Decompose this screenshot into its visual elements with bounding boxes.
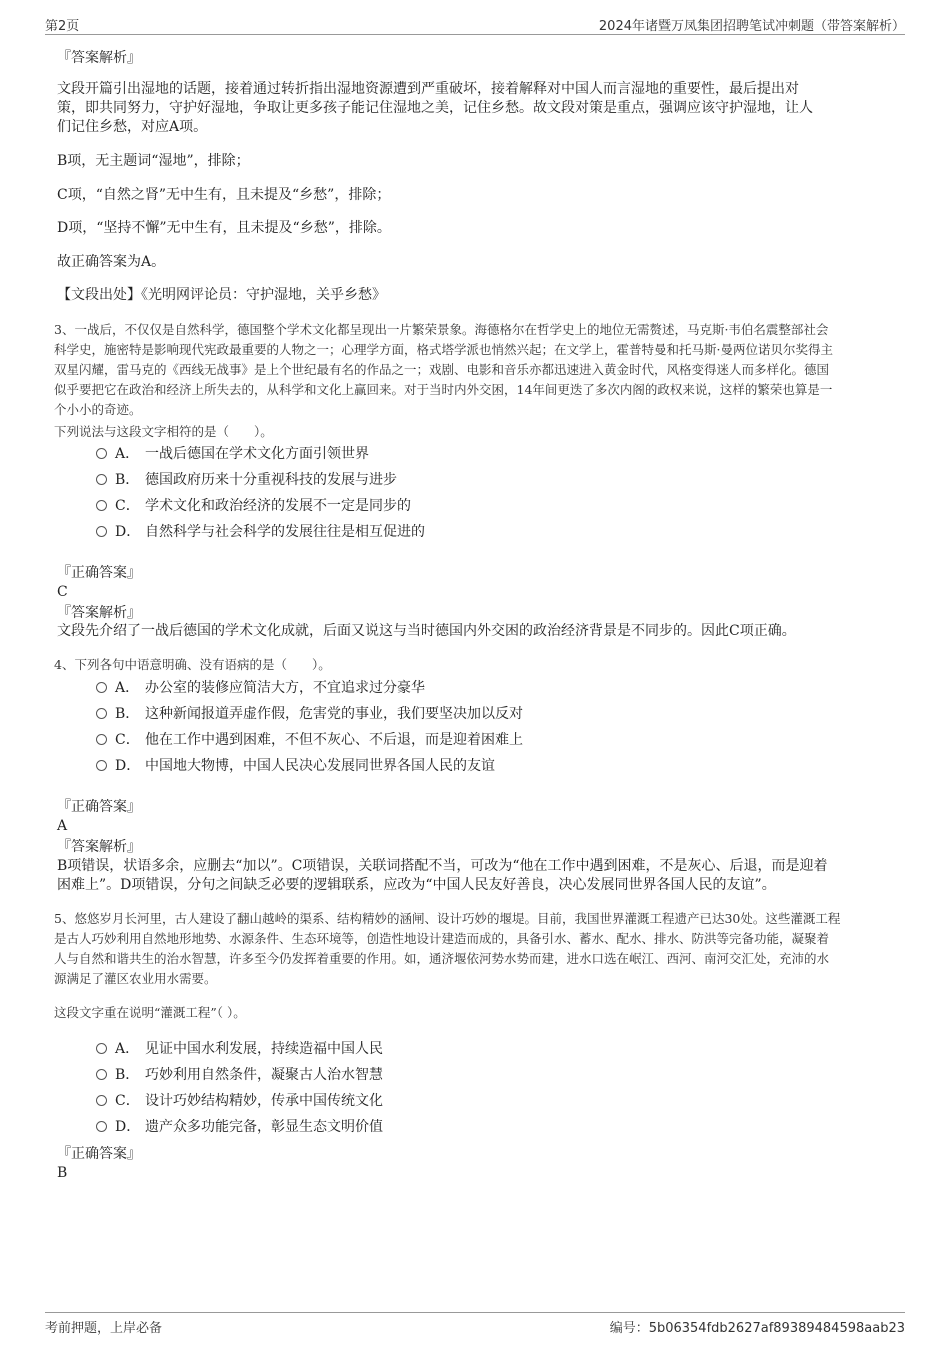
q5-stem-line4: 源满足了灌区农业用水需要。 <box>54 971 217 986</box>
q3-option-a[interactable]: A． 一战后德国在学术文化方面引领世界 <box>96 444 369 464</box>
q2-analysis-line2: 策，即共同努力，守护好湿地，争取让更多孩子能记住湿地之美，记住乡愁。故文段对策是重点，强调应该守护湿地，让人 <box>57 100 813 116</box>
q4-analysis-tag: 『答案解析』 <box>57 839 141 855</box>
radio-icon[interactable] <box>96 708 107 719</box>
page-footer <box>45 1312 905 1335</box>
q3-analysis: 文段先介绍了一战后德国的学术文化成就，后面又说这与当时德国内外交困的政治经济背景是不同步的。因此C项正确。 <box>57 623 796 639</box>
q5-option-d[interactable]: D． 遗产众多功能完备，彰显生态文明价值 <box>96 1117 383 1137</box>
document-title: 2024年诸暨万凤集团招聘笔试冲刺题（带答案解析） <box>598 19 905 34</box>
q3-stem-line2: 科学史，施密特是影响现代宪政最重要的人物之一；心理学方面，格式塔学派也悄然兴起；在文学上，霍普特曼和托马斯·曼两位诺贝尔奖得主 <box>54 342 833 357</box>
page-header <box>45 14 905 35</box>
q3-stem-line1: 3、一战后，不仅仅是自然科学，德国整个学术文化都呈现出一片繁荣景象。海德格尔在哲学史上的地位无需赘述，马克斯·韦伯名震整部社会 <box>54 322 829 337</box>
footer-code-label: 编号： <box>609 1321 649 1336</box>
radio-icon[interactable] <box>96 682 107 693</box>
q4-option-b[interactable]: B． 这种新闻报道弄虚作假，危害党的事业，我们要坚决加以反对 <box>96 704 523 724</box>
q3-stem-line3: 双星闪耀，雷马克的《西线无战事》是上个世纪最有名的作品之一；戏剧、电影和音乐亦都迅速进入黄金时代，风格变得迷人而多样化。德国 <box>54 362 830 377</box>
q2-analysis-tag: 『答案解析』 <box>57 50 141 66</box>
q2-conclusion: 故正确答案为A。 <box>57 254 166 270</box>
q4-analysis-line1: B项错误，状语多余，应删去“加以”。C项错误，关联词搭配不当，可改为“他在工作中遇到困难，不是灰心、后退，而是迎着 <box>57 858 828 874</box>
q3-stem-line4: 似乎要把它在政治和经济上所失去的，从科学和文化上赢回来。对于当时内外交困，14年间更迭了多次内阁的政权来说，这样的繁荣也算是一 <box>54 382 833 397</box>
q5-option-a[interactable]: A． 见证中国水利发展，持续造福中国人民 <box>96 1039 383 1059</box>
radio-icon[interactable] <box>96 1095 107 1106</box>
radio-icon[interactable] <box>96 1043 107 1054</box>
q4-option-d[interactable]: D． 中国地大物博，中国人民决心发展同世界各国人民的友谊 <box>96 756 495 776</box>
radio-icon[interactable] <box>96 734 107 745</box>
q3-option-c[interactable]: C． 学术文化和政治经济的发展不一定是同步的 <box>96 496 411 516</box>
q3-prompt: 下列说法与这段文字相符的是（ ）。 <box>54 424 273 439</box>
q3-analysis-tag: 『答案解析』 <box>57 605 141 621</box>
q3-stem-line5: 个小小的奇迹。 <box>54 402 142 417</box>
q2-b-note: B项，无主题词“湿地”，排除； <box>57 153 250 169</box>
q2-d-note: D项，“坚持不懈”无中生有，且未提及“乡愁”，排除。 <box>57 220 391 236</box>
footer-code-value: 5b06354fdb2627af89389484598aab23 <box>648 1321 905 1336</box>
q5-stem-line2: 是古人巧妙利用自然地形地势、水源条件、生态环境等，创造性地设计建造而成的，具备引水、蓄水、配水、排水、防洪等完备功能，凝聚着 <box>54 931 830 946</box>
radio-icon[interactable] <box>96 448 107 459</box>
footer-slogan: 考前押题，上岸必备 <box>45 1321 163 1336</box>
q5-answer: B <box>57 1165 68 1181</box>
q3-option-b[interactable]: B． 德国政府历来十分重视科技的发展与进步 <box>96 470 397 490</box>
q5-stem-line3: 人与自然和谐共生的治水智慧，许多至今仍发挥着重要的作用。如，通济堰依河势水势而建，进水口选在岷江、西河、南河交汇处，充沛的水 <box>54 951 830 966</box>
radio-icon[interactable] <box>96 500 107 511</box>
q4-answer: A <box>57 818 68 834</box>
q3-option-d[interactable]: D． 自然科学与社会科学的发展往往是相互促进的 <box>96 522 425 542</box>
q5-answer-tag: 『正确答案』 <box>57 1146 141 1162</box>
q5-prompt: 这段文字重在说明“灌溉工程”（ ）。 <box>54 1005 246 1020</box>
radio-icon[interactable] <box>96 760 107 771</box>
q2-analysis-line3: 们记住乡愁，对应A项。 <box>57 119 208 135</box>
q4-analysis-line2: 困难上”。D项错误，分句之间缺乏必要的逻辑联系，应改为“中国人民友好善良，决心发展同世界各国人民的友谊”。 <box>57 877 776 893</box>
radio-icon[interactable] <box>96 1069 107 1080</box>
q3-answer-tag: 『正确答案』 <box>57 565 141 581</box>
q5-option-b[interactable]: B． 巧妙利用自然条件，凝聚古人治水智慧 <box>96 1065 383 1085</box>
radio-icon[interactable] <box>96 1121 107 1132</box>
q2-c-note: C项，“自然之肾”无中生有，且未提及“乡愁”，排除； <box>57 187 391 203</box>
radio-icon[interactable] <box>96 526 107 537</box>
q2-source: 【文段出处】《光明网评论员：守护湿地，关乎乡愁》 <box>57 287 386 303</box>
page-number: 第2页 <box>45 19 80 34</box>
q3-answer: C <box>57 584 68 600</box>
radio-icon[interactable] <box>96 474 107 485</box>
q5-stem-line1: 5、悠悠岁月长河里，古人建设了翻山越岭的渠系、结构精妙的涵闸、设计巧妙的堰堤。目前，我国世界灌溉工程遗产已达30处。这些灌溉工程 <box>54 911 841 926</box>
q4-option-c[interactable]: C． 他在工作中遇到困难，不但不灰心、不后退，而是迎着困难上 <box>96 730 523 750</box>
q4-stem: 4、下列各句中语意明确、没有语病的是（ ）。 <box>54 657 331 672</box>
q4-answer-tag: 『正确答案』 <box>57 799 141 815</box>
q2-analysis-line1: 文段开篇引出湿地的话题，接着通过转折指出湿地资源遭到严重破坏，接着解释对中国人而言湿地的重要性，最后提出对 <box>57 81 799 97</box>
q4-option-a[interactable]: A． 办公室的装修应简洁大方，不宜追求过分豪华 <box>96 678 425 698</box>
q5-option-c[interactable]: C． 设计巧妙结构精妙，传承中国传统文化 <box>96 1091 383 1111</box>
footer-code <box>610 1317 905 1336</box>
